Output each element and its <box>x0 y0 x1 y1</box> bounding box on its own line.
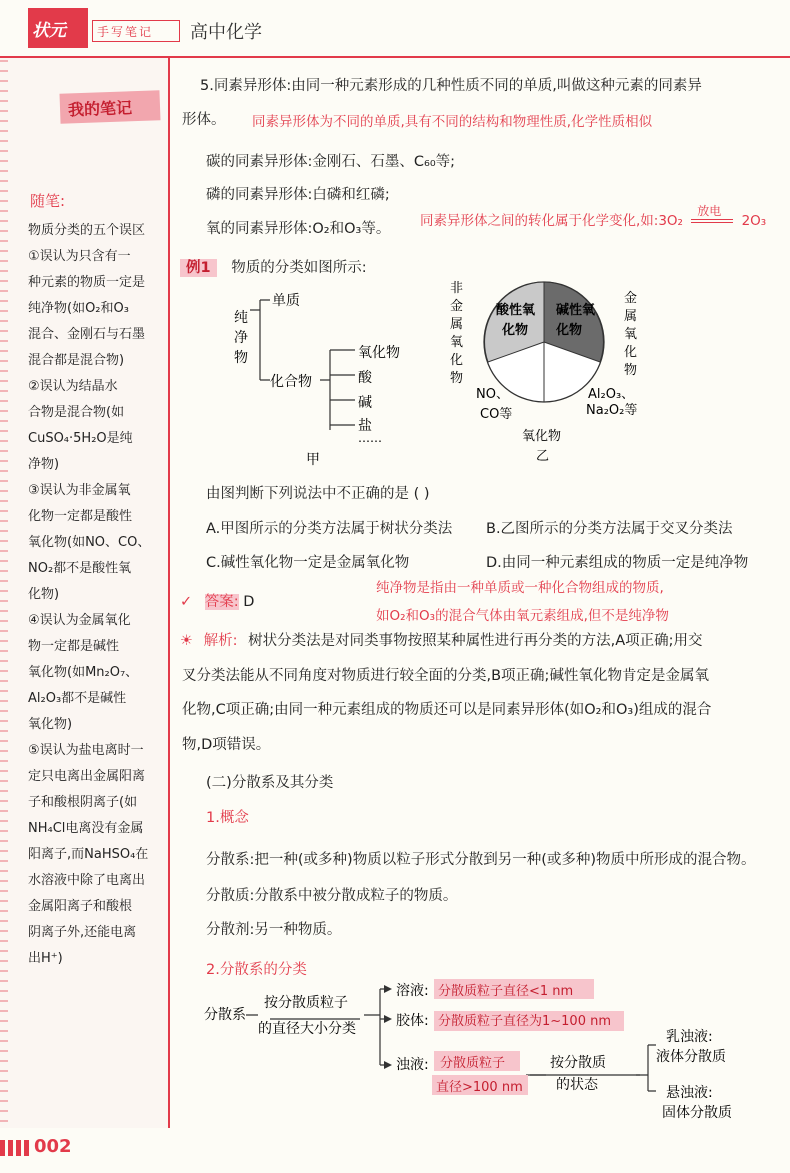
sidebar-heading: 随笔: <box>30 192 66 210</box>
dispersion-classification-diagram <box>200 975 780 1135</box>
svg-text:氧: 氧 <box>450 335 464 350</box>
sidebar-line: ③误认为非金属氧 <box>28 483 131 498</box>
tree-node-element: 单质 <box>272 293 300 309</box>
sidebar-line: 阴离子外,还能电离 <box>28 925 137 940</box>
sidebar-line: ④误认为金属氧化 <box>28 613 131 628</box>
analysis-label: 解析: <box>203 633 238 649</box>
handwritten-note-conversion: 同素异形体之间的转化属于化学变化,如:3O₂ 放电 2O₃ <box>420 204 767 229</box>
disp-criterion-2: 的直径大小分类 <box>258 1021 356 1037</box>
sidebar-line: 物质分类的五个误区 <box>28 223 146 238</box>
notes-title: 我的笔记 <box>60 90 161 123</box>
tree-leaf-acid: 酸 <box>358 370 372 386</box>
option-d: D.由同一种元素组成的物质一定是纯净物 <box>486 555 749 571</box>
tree-leaf-salt: 盐 <box>358 418 372 434</box>
tree-leaf-etc: …… <box>358 431 382 445</box>
disp-emulsion: 乳浊液: <box>666 1029 713 1045</box>
svg-text:氧: 氧 <box>624 327 638 342</box>
page-footer-bar <box>0 1140 30 1156</box>
sidebar-line: 混合、金刚石与石墨 <box>28 327 146 342</box>
sidebar-line: 纯净物(如O₂和O₃ <box>28 301 129 316</box>
cross-classification-diagram <box>444 262 664 472</box>
series-tag: 手写笔记 <box>92 20 180 42</box>
tree-root-2: 净 <box>234 330 248 346</box>
svg-text:化: 化 <box>624 345 638 360</box>
sidebar-line: 化物一定都是酸性 <box>28 509 133 524</box>
svg-text:非: 非 <box>450 281 464 296</box>
sidebar-line: 水溶液中除了电离出 <box>28 873 146 888</box>
sidebar-line: 合物是混合物(如 <box>28 405 125 420</box>
answer-label: 答案: <box>204 594 239 610</box>
oxygen-allotropes: 氧的同素异形体:O₂和O₃等。 <box>206 221 391 237</box>
sidebar-line: 混合都是混合物) <box>28 353 125 368</box>
tree-node-compound: 化合物 <box>270 374 312 390</box>
subject-title: 高中化学 <box>190 22 262 43</box>
question-stem: 由图判断下列说法中不正确的是 ( ) <box>206 486 430 502</box>
brand-logo: 状元 <box>28 8 88 48</box>
disp-criterion-4: 的状态 <box>556 1077 598 1093</box>
example-label: 例1 <box>180 259 217 277</box>
svg-text:金: 金 <box>624 291 638 306</box>
sidebar-line: 氧化物) <box>28 717 73 732</box>
lightbulb-icon: ☀ <box>180 633 193 649</box>
pie-caption: 乙 <box>536 449 550 464</box>
svg-text:金: 金 <box>450 299 464 314</box>
sidebar-line: ②误认为结晶水 <box>28 379 118 394</box>
pie-right-example-2: Na₂O₂等 <box>586 403 638 418</box>
svg-text:属: 属 <box>624 309 638 324</box>
sidebar-line: 氧化物(如Mn₂O₇、 <box>28 665 139 680</box>
sidebar-binding-stripes <box>0 60 8 1130</box>
tree-diagram <box>210 280 410 470</box>
definition-dispersion-medium: 分散剂:另一种物质。 <box>206 922 342 938</box>
disp-suspension-phase: 固体分散质 <box>662 1105 732 1121</box>
pie-acid-2: 化物 <box>502 323 529 338</box>
handwritten-note-option-d-1: 纯净物是指由一种单质或一种化合物组成的物质, <box>376 580 664 596</box>
option-a: A.甲图所示的分类方法属于树状分类法 <box>206 521 453 537</box>
sidebar-line: 定只电离出金属阳离 <box>28 769 146 784</box>
section-heading: (二)分散系及其分类 <box>206 775 334 791</box>
definition-allotrope-end: 形体。 <box>182 112 226 128</box>
sidebar-line: 净物) <box>28 457 60 472</box>
pie-base-1: 碱性氧 <box>556 303 596 318</box>
pie-left-example: NO、 <box>476 387 509 402</box>
example-question: 物质的分类如图所示: <box>231 260 367 276</box>
sidebar-line: CuSO₄·5H₂O是纯 <box>28 431 133 446</box>
handwritten-note-option-d-2: 如O₂和O₃的混合气体由氧元素组成,但不是纯净物 <box>376 608 669 624</box>
sidebar-line: NH₄Cl电离没有金属 <box>28 821 144 836</box>
sidebar-line: 出H⁺) <box>28 951 63 966</box>
sidebar-line: NO₂都不是酸性氧 <box>28 561 132 576</box>
example-heading <box>180 256 367 277</box>
handwritten-note-allotrope: 同素异形体为不同的单质,具有不同的结构和物理性质,化学性质相似 <box>252 114 653 130</box>
sidebar-line: 阳离子,而NaHSO₄在 <box>28 847 149 862</box>
pie-acid-1: 酸性氧 <box>496 303 536 318</box>
tree-leaf-base: 碱 <box>358 395 372 411</box>
tree-leaf-oxide: 氧化物 <box>358 345 400 361</box>
svg-text:物: 物 <box>450 371 464 386</box>
answer-value: D <box>243 594 255 610</box>
disp-criterion-1: 按分散质粒子 <box>264 995 348 1011</box>
carbon-allotropes: 碳的同素异形体:金刚石、石墨、C₆₀等; <box>206 154 456 170</box>
option-b: B.乙图所示的分类方法属于交叉分类法 <box>486 521 733 537</box>
sidebar-line: 子和酸根阴离子(如 <box>28 795 138 810</box>
sidebar-line: 化物) <box>28 587 60 602</box>
sidebar-line: ①误认为只含有一 <box>28 249 131 264</box>
pie-left-example-2: CO等 <box>480 407 513 422</box>
subsection-concept: 1.概念 <box>206 810 249 826</box>
svg-text:属: 属 <box>450 317 464 332</box>
check-icon: ✓ <box>180 594 193 610</box>
disp-solution-size: 分散质粒子直径<1 nm <box>438 984 574 999</box>
sidebar-line: ⑤误认为盐电离时一 <box>28 743 144 758</box>
sidebar-line: 氧化物(如NO、CO、 <box>28 535 151 550</box>
pie-bottom-label: 氧化物 <box>522 429 562 444</box>
option-c: C.碱性氧化物一定是金属氧化物 <box>206 555 410 571</box>
analysis-line-4: 物,D项错误。 <box>182 737 271 753</box>
disp-criterion-3: 按分散质 <box>550 1055 606 1071</box>
reaction-condition: 放电 <box>697 204 722 218</box>
sidebar-line: 金属阳离子和酸根 <box>28 899 133 914</box>
analysis-line-2: 叉分类法能从不同角度对物质进行较全面的分类,B项正确;碱性氧化物肯定是金属氧 <box>182 668 709 684</box>
svg-text:物: 物 <box>624 363 638 378</box>
phosphorus-allotropes: 磷的同素异形体:白磷和红磷; <box>206 187 390 203</box>
sidebar-line: Al₂O₃都不是碱性 <box>28 691 127 706</box>
analysis-line-1: ☀ 解析: 树状分类法是对同类事物按照某种属性进行再分类的方法,A项正确;用交 <box>180 633 703 649</box>
page-number: 002 <box>34 1136 72 1157</box>
disp-solution: 溶液: <box>396 983 429 999</box>
disp-suspension-type: 悬浊液: <box>666 1085 713 1101</box>
disp-suspension: 浊液: <box>396 1057 429 1073</box>
sidebar-line: 种元素的物质一定是 <box>28 275 146 290</box>
analysis-line-3: 化物,C项正确;由同一种元素组成的物质还可以是同素异形体(如O₂和O₃)组成的混合 <box>182 702 712 718</box>
disp-suspension-size-2: 直径>100 nm <box>436 1080 523 1095</box>
pie-base-2: 化物 <box>556 323 583 338</box>
disp-colloid-size: 分散质粒子直径为1~100 nm <box>438 1014 612 1029</box>
answer-line <box>180 590 254 611</box>
definition-dispersion-system: 分散系:把一种(或多种)物质以粒子形式分散到另一种(或多种)物质中所形成的混合物。 <box>206 852 756 868</box>
tree-root-3: 物 <box>234 350 248 366</box>
disp-suspension-size-1: 分散质粒子 <box>440 1056 506 1071</box>
tree-root-1: 纯 <box>234 310 248 326</box>
pie-right-example: Al₂O₃、 <box>588 387 635 402</box>
disp-root: 分散系 <box>204 1007 246 1023</box>
sidebar-notes <box>28 218 160 972</box>
sidebar-line: 物一定都是碱性 <box>28 639 120 654</box>
tree-caption: 甲 <box>306 452 320 468</box>
svg-text:化: 化 <box>450 353 464 368</box>
definition-dispersed-phase: 分散质:分散系中被分散成粒子的物质。 <box>206 888 458 904</box>
disp-colloid: 胶体: <box>396 1013 429 1029</box>
subsection-classification: 2.分散系的分类 <box>206 962 307 978</box>
disp-emulsion-phase: 液体分散质 <box>656 1049 726 1065</box>
definition-allotrope: 5.同素异形体:由同一种元素形成的几种性质不同的单质,叫做这种元素的同素异 <box>200 78 702 94</box>
